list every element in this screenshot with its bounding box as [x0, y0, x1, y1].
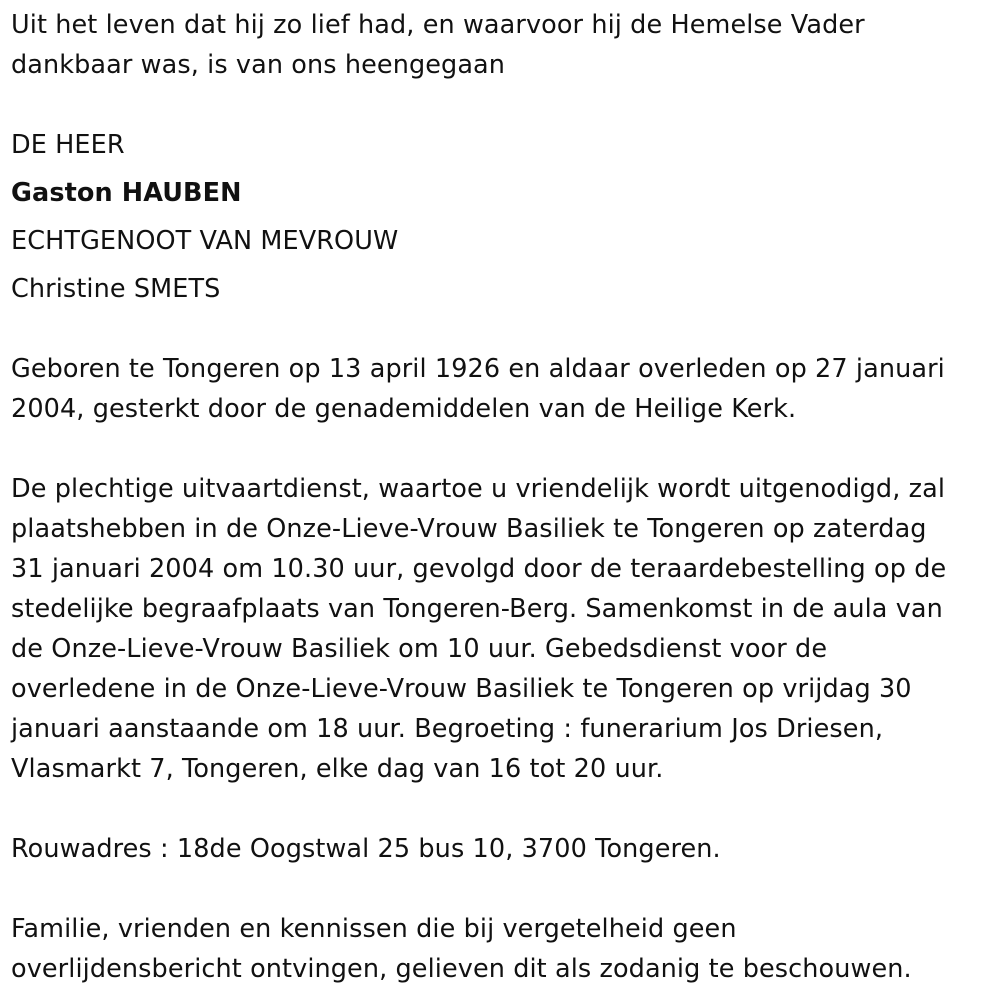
mourning-address: Rouwadres : 18de Oogstwal 25 bus 10, 3700 Tongeren.: [11, 834, 721, 864]
closing-line-2: overlijdensbericht ontvingen, gelieven dit als zodanig te beschouwen.: [11, 954, 912, 984]
closing-line-1: Familie, vrienden en kennissen die bij vergetelheid geen: [11, 914, 737, 944]
funeral-line-8: Vlasmarkt 7, Tongeren, elke dag van 16 tot 20 uur.: [11, 754, 664, 784]
funeral-line-6: overledene in de Onze-Lieve-Vrouw Basiliek te Tongeren op vrijdag 30: [11, 674, 912, 704]
funeral-line-1: De plechtige uitvaartdienst, waartoe u vriendelijk wordt uitgenodigd, zal: [11, 474, 946, 504]
funeral-line-2: plaatshebben in de Onze-Lieve-Vrouw Basiliek te Tongeren op zaterdag: [11, 514, 927, 544]
intro-line-2: dankbaar was, is van ons heengegaan: [11, 50, 506, 80]
spouse-name: Christine SMETS: [11, 274, 221, 304]
intro-line-1: Uit het leven dat hij zo lief had, en waarvoor hij de Hemelse Vader: [11, 10, 865, 40]
deceased-relation: ECHTGENOOT VAN MEVROUW: [11, 226, 399, 256]
funeral-line-5: de Onze-Lieve-Vrouw Basiliek om 10 uur. Gebedsdienst voor de: [11, 634, 828, 664]
funeral-line-7: januari aanstaande om 18 uur. Begroeting : funerarium Jos Driesen,: [11, 714, 884, 744]
funeral-line-3: 31 januari 2004 om 10.30 uur, gevolgd door de teraardebestelling op de: [11, 554, 947, 584]
funeral-line-4: stedelijke begraafplaats van Tongeren-Berg. Samenkomst in de aula van: [11, 594, 943, 624]
birth-death-line-2: 2004, gesterkt door de genademiddelen van de Heilige Kerk.: [11, 394, 797, 424]
birth-death-line-1: Geboren te Tongeren op 13 april 1926 en aldaar overleden op 27 januari: [11, 354, 945, 384]
deceased-title: DE HEER: [11, 130, 125, 160]
deceased-name: Gaston HAUBEN: [11, 178, 242, 208]
